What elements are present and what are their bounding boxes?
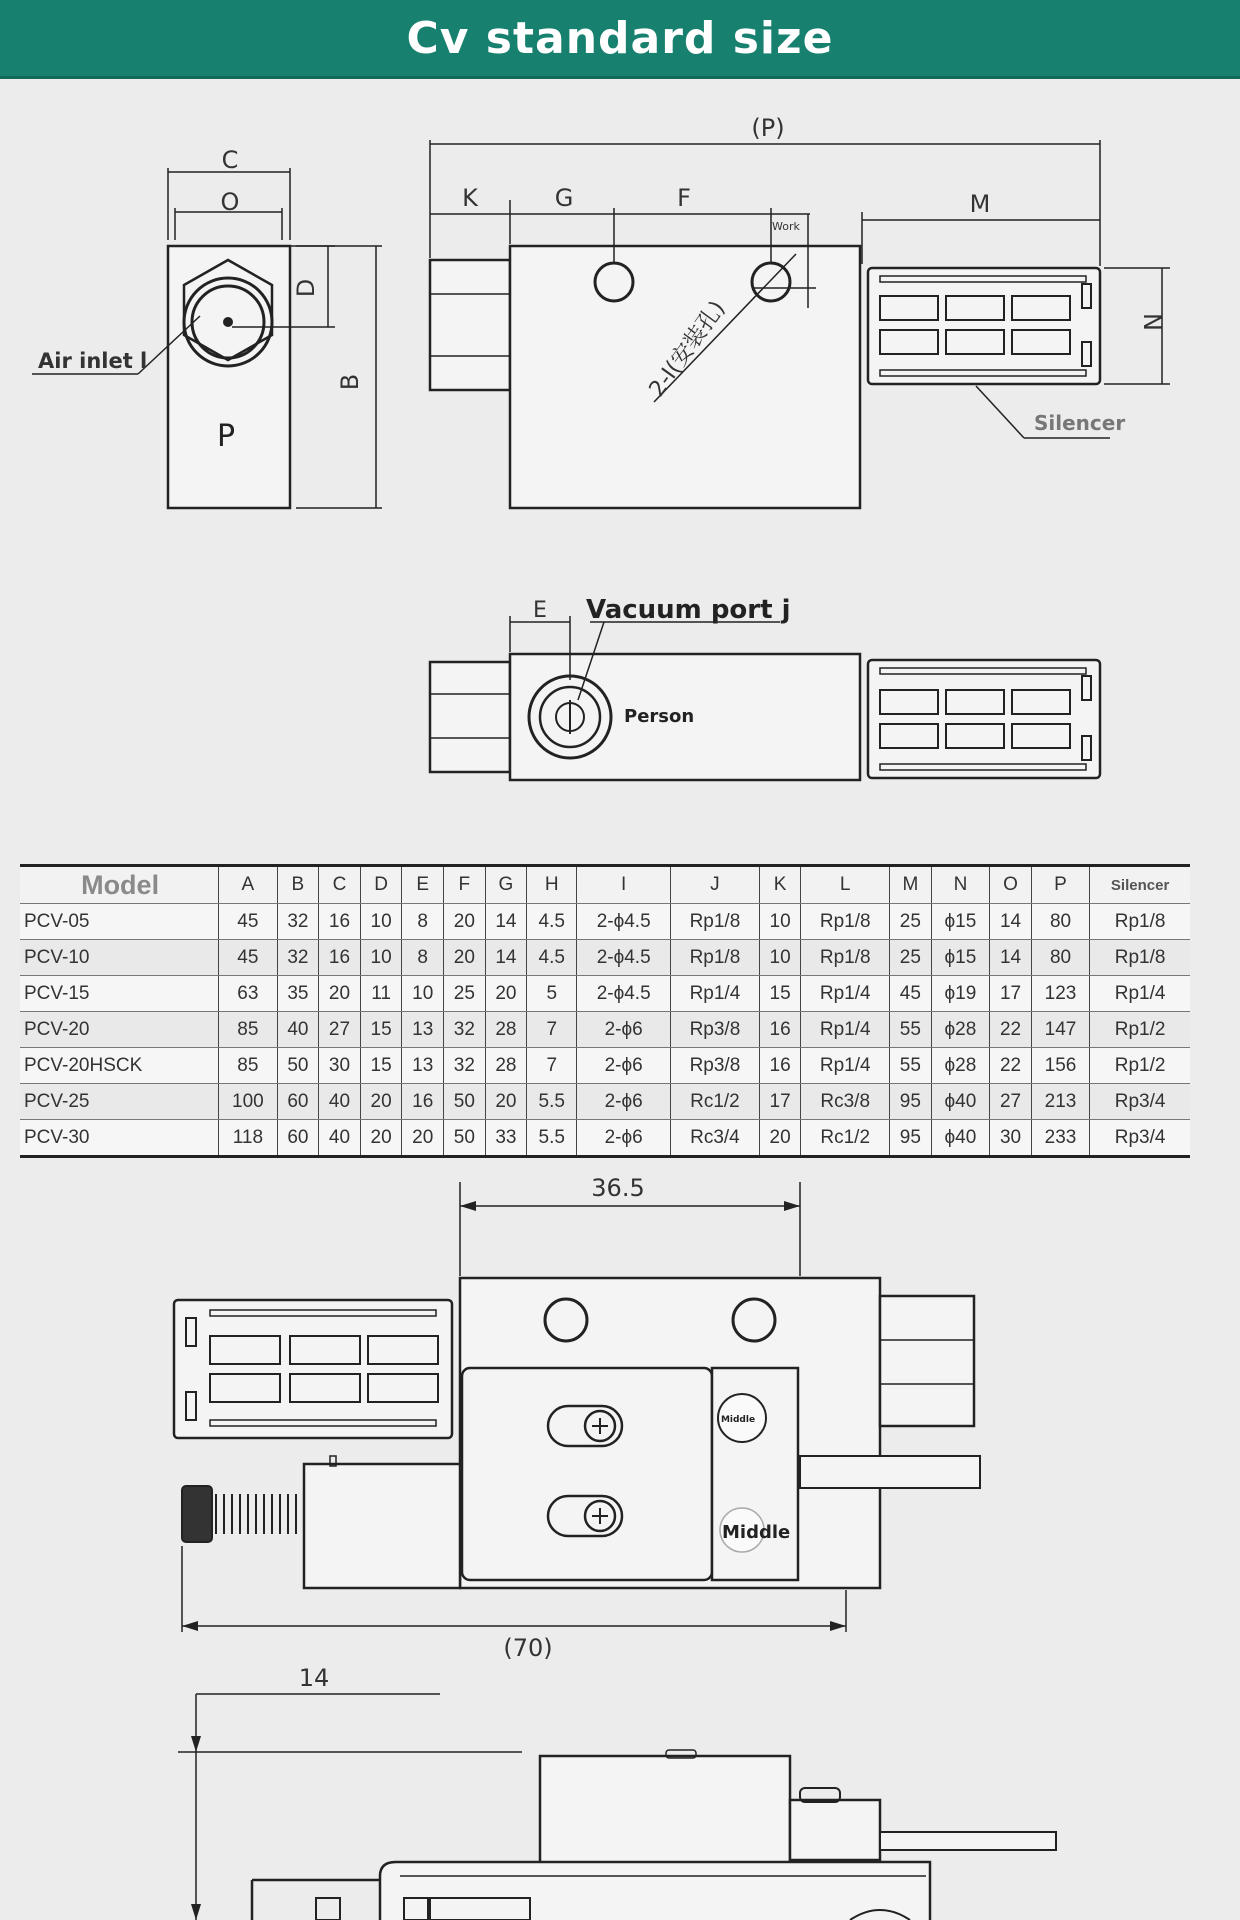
spec-cell: 27 (990, 1084, 1032, 1120)
spec-cell: Rc1/2 (671, 1084, 760, 1120)
spec-cell: 16 (759, 1012, 801, 1048)
dim-n-label: N (1138, 313, 1166, 331)
spec-cell: 85 (219, 1048, 277, 1084)
silencer-label: Silencer (1034, 411, 1126, 435)
spec-cell: Rp1/4 (671, 976, 760, 1012)
spec-cell: Rp1/8 (1090, 904, 1190, 940)
spec-cell: 2-ϕ4.5 (577, 940, 671, 976)
work-label: Work (772, 220, 800, 233)
dim-g-label: G (554, 184, 574, 212)
spec-cell: 16 (759, 1048, 801, 1084)
spec-cell: ϕ28 (931, 1012, 990, 1048)
spec-cell: 10 (360, 940, 402, 976)
spec-cell: Rp1/8 (1090, 940, 1190, 976)
spec-cell: 32 (277, 904, 319, 940)
spec-cell: 32 (444, 1048, 486, 1084)
spec-cell: 5.5 (527, 1084, 577, 1120)
spec-cell: 80 (1031, 904, 1089, 940)
assembly-view (174, 1174, 980, 1662)
header-cell: O (990, 866, 1032, 904)
spec-cell: 20 (319, 976, 361, 1012)
model-cell: PCV-05 (20, 904, 219, 940)
spec-cell: 60 (277, 1084, 319, 1120)
dim-e-label: E (533, 598, 547, 623)
spec-cell: 100 (219, 1084, 277, 1120)
spec-cell: 40 (319, 1084, 361, 1120)
spec-cell: 123 (1031, 976, 1089, 1012)
spec-cell: 32 (277, 940, 319, 976)
spec-cell: 20 (444, 940, 486, 976)
spec-cell: 147 (1031, 1012, 1089, 1048)
dim-p-label: (P) (751, 114, 785, 142)
spec-cell: ϕ40 (931, 1084, 990, 1120)
header-cell: J (671, 866, 760, 904)
spec-cell: 20 (402, 1120, 444, 1157)
spec-cell: 20 (485, 976, 527, 1012)
model-cell: PCV-20HSCK (20, 1048, 219, 1084)
dim-14-label: 14 (298, 1664, 330, 1692)
spec-cell: Rp1/4 (801, 1012, 890, 1048)
spec-cell: 30 (990, 1120, 1032, 1157)
spec-cell: 7 (527, 1048, 577, 1084)
spec-cell: 45 (890, 976, 932, 1012)
vacuum-port-label: Vacuum port j (586, 595, 791, 625)
spec-cell: 85 (219, 1012, 277, 1048)
spec-cell: 16 (319, 904, 361, 940)
end-view (32, 146, 382, 508)
table-row (20, 1012, 1190, 1048)
spec-cell: 60 (277, 1120, 319, 1157)
header-cell: M (890, 866, 932, 904)
spec-cell: 20 (444, 904, 486, 940)
spec-cell: 14 (990, 904, 1032, 940)
model-cell: PCV-15 (20, 976, 219, 1012)
spec-cell: ϕ15 (931, 904, 990, 940)
spec-cell: 2-ϕ6 (577, 1012, 671, 1048)
spec-cell: 28 (485, 1048, 527, 1084)
spec-cell: Rp3/8 (671, 1012, 760, 1048)
header-banner (0, 0, 1240, 79)
spec-cell: 5.5 (527, 1120, 577, 1157)
header-cell: B (277, 866, 319, 904)
spec-cell: Rc1/2 (801, 1120, 890, 1157)
spec-cell: 28 (485, 1012, 527, 1048)
spec-cell: ϕ28 (931, 1048, 990, 1084)
spec-cell: 20 (360, 1084, 402, 1120)
table-row (20, 1084, 1190, 1120)
dim-o-label: O (220, 188, 240, 216)
model-cell: PCV-30 (20, 1120, 219, 1157)
spec-cell: 16 (402, 1084, 444, 1120)
spec-cell: 50 (444, 1084, 486, 1120)
dim-d-label: D (292, 278, 320, 298)
spec-cell: Rp1/2 (1090, 1048, 1190, 1084)
table-row (20, 1048, 1190, 1084)
spec-cell: 50 (444, 1120, 486, 1157)
spec-cell: 50 (277, 1048, 319, 1084)
header-cell: C (319, 866, 361, 904)
spec-cell: 7 (527, 1012, 577, 1048)
header-cell: G (485, 866, 527, 904)
spec-cell: 22 (990, 1048, 1032, 1084)
dim-b-label: B (336, 373, 364, 391)
spec-cell: 45 (219, 904, 277, 940)
spec-cell: ϕ19 (931, 976, 990, 1012)
spec-cell: 10 (759, 904, 801, 940)
dim-70-label: (70) (503, 1634, 553, 1662)
spec-cell: ϕ15 (931, 940, 990, 976)
spec-cell: Rc3/8 (801, 1084, 890, 1120)
spec-cell: 2-ϕ4.5 (577, 976, 671, 1012)
spec-cell: 17 (990, 976, 1032, 1012)
spec-cell: ϕ40 (931, 1120, 990, 1157)
spec-cell: 10 (402, 976, 444, 1012)
spec-cell: Rp3/8 (671, 1048, 760, 1084)
spec-cell: 27 (319, 1012, 361, 1048)
spec-cell: Rp1/4 (1090, 976, 1190, 1012)
header-cell: I (577, 866, 671, 904)
spec-cell: Rp1/2 (1090, 1012, 1190, 1048)
spec-table (20, 864, 1190, 1158)
spec-cell: 15 (360, 1048, 402, 1084)
table-row (20, 976, 1190, 1012)
spec-cell: 4.5 (527, 940, 577, 976)
middle-label: Middle (722, 1522, 791, 1543)
model-cell: PCV-25 (20, 1084, 219, 1120)
dim-k-label: K (462, 184, 478, 212)
spec-cell: Rp3/4 (1090, 1084, 1190, 1120)
spec-cell: 16 (319, 940, 361, 976)
dim-f-label: F (677, 184, 691, 212)
model-cell: PCV-10 (20, 940, 219, 976)
spec-cell: 15 (759, 976, 801, 1012)
dim-36-5-label: 36.5 (591, 1174, 645, 1202)
spec-cell: 2-ϕ6 (577, 1084, 671, 1120)
spec-cell: 2-ϕ4.5 (577, 904, 671, 940)
person-label: Person (624, 706, 695, 727)
spec-cell: Rp1/4 (801, 976, 890, 1012)
spec-cell: 15 (360, 1012, 402, 1048)
spec-cell: 233 (1031, 1120, 1089, 1157)
spec-cell: 40 (277, 1012, 319, 1048)
spec-cell: 13 (402, 1012, 444, 1048)
spec-cell: 156 (1031, 1048, 1089, 1084)
table-row (20, 940, 1190, 976)
header-cell: A (219, 866, 277, 904)
spec-cell: Rp1/8 (801, 940, 890, 976)
spec-cell: 17 (759, 1084, 801, 1120)
spec-cell: 32 (444, 1012, 486, 1048)
spec-cell: 2-ϕ6 (577, 1120, 671, 1157)
page-title: Cv standard size (406, 12, 834, 64)
header-cell: E (402, 866, 444, 904)
spec-cell: 4.5 (527, 904, 577, 940)
spec-cell: 25 (444, 976, 486, 1012)
table-header-row (20, 866, 1190, 904)
spec-cell: 95 (890, 1084, 932, 1120)
spec-cell: 10 (360, 904, 402, 940)
spec-cell: 45 (219, 940, 277, 976)
spec-cell: 213 (1031, 1084, 1089, 1120)
spec-cell: 13 (402, 1048, 444, 1084)
spec-cell: 20 (485, 1084, 527, 1120)
header-cell: F (444, 866, 486, 904)
spec-cell: 25 (890, 904, 932, 940)
header-cell: Model (20, 866, 219, 904)
spec-cell: 10 (759, 940, 801, 976)
spec-cell: 2-ϕ6 (577, 1048, 671, 1084)
spec-cell: Rp1/4 (801, 1048, 890, 1084)
spec-cell: 20 (360, 1120, 402, 1157)
spec-cell: Rc3/4 (671, 1120, 760, 1157)
middle-small-label: Middle (720, 1415, 756, 1425)
header-cell: D (360, 866, 402, 904)
spec-cell: Rp1/8 (671, 904, 760, 940)
spec-cell: 8 (402, 940, 444, 976)
spec-cell: 95 (890, 1120, 932, 1157)
partial-view (178, 1664, 1056, 1920)
header-cell: L (801, 866, 890, 904)
dim-c-label: C (221, 146, 239, 174)
header-cell: K (759, 866, 801, 904)
spec-cell: Rp3/4 (1090, 1120, 1190, 1157)
spec-cell: 14 (990, 940, 1032, 976)
plan-view (430, 114, 1170, 508)
table-row (20, 1120, 1190, 1157)
table-body (20, 904, 1190, 1157)
dim-m-label: M (969, 190, 991, 218)
spec-cell: 55 (890, 1012, 932, 1048)
spec-cell: Rp1/8 (801, 904, 890, 940)
header-cell: Silencer (1090, 866, 1190, 904)
port-p-label: P (216, 419, 236, 454)
header-cell: H (527, 866, 577, 904)
header-cell: N (931, 866, 990, 904)
spec-cell: 118 (219, 1120, 277, 1157)
spec-cell: 25 (890, 940, 932, 976)
spec-cell: 8 (402, 904, 444, 940)
spec-cell: 14 (485, 940, 527, 976)
air-inlet-label: Air inlet l (38, 349, 148, 373)
mount-holes-label: 2-I(安装孔) (644, 296, 731, 402)
spec-cell: 80 (1031, 940, 1089, 976)
spec-cell: 20 (759, 1120, 801, 1157)
header-cell: P (1031, 866, 1089, 904)
spec-cell: 63 (219, 976, 277, 1012)
spec-cell: 40 (319, 1120, 361, 1157)
side-view (430, 595, 1100, 780)
table-row (20, 904, 1190, 940)
spec-cell: 14 (485, 904, 527, 940)
spec-cell: 35 (277, 976, 319, 1012)
spec-cell: Rp1/8 (671, 940, 760, 976)
spec-cell: 22 (990, 1012, 1032, 1048)
spec-cell: 55 (890, 1048, 932, 1084)
model-cell: PCV-20 (20, 1012, 219, 1048)
spec-cell: 11 (360, 976, 402, 1012)
spec-cell: 5 (527, 976, 577, 1012)
spec-cell: 33 (485, 1120, 527, 1157)
spec-cell: 30 (319, 1048, 361, 1084)
